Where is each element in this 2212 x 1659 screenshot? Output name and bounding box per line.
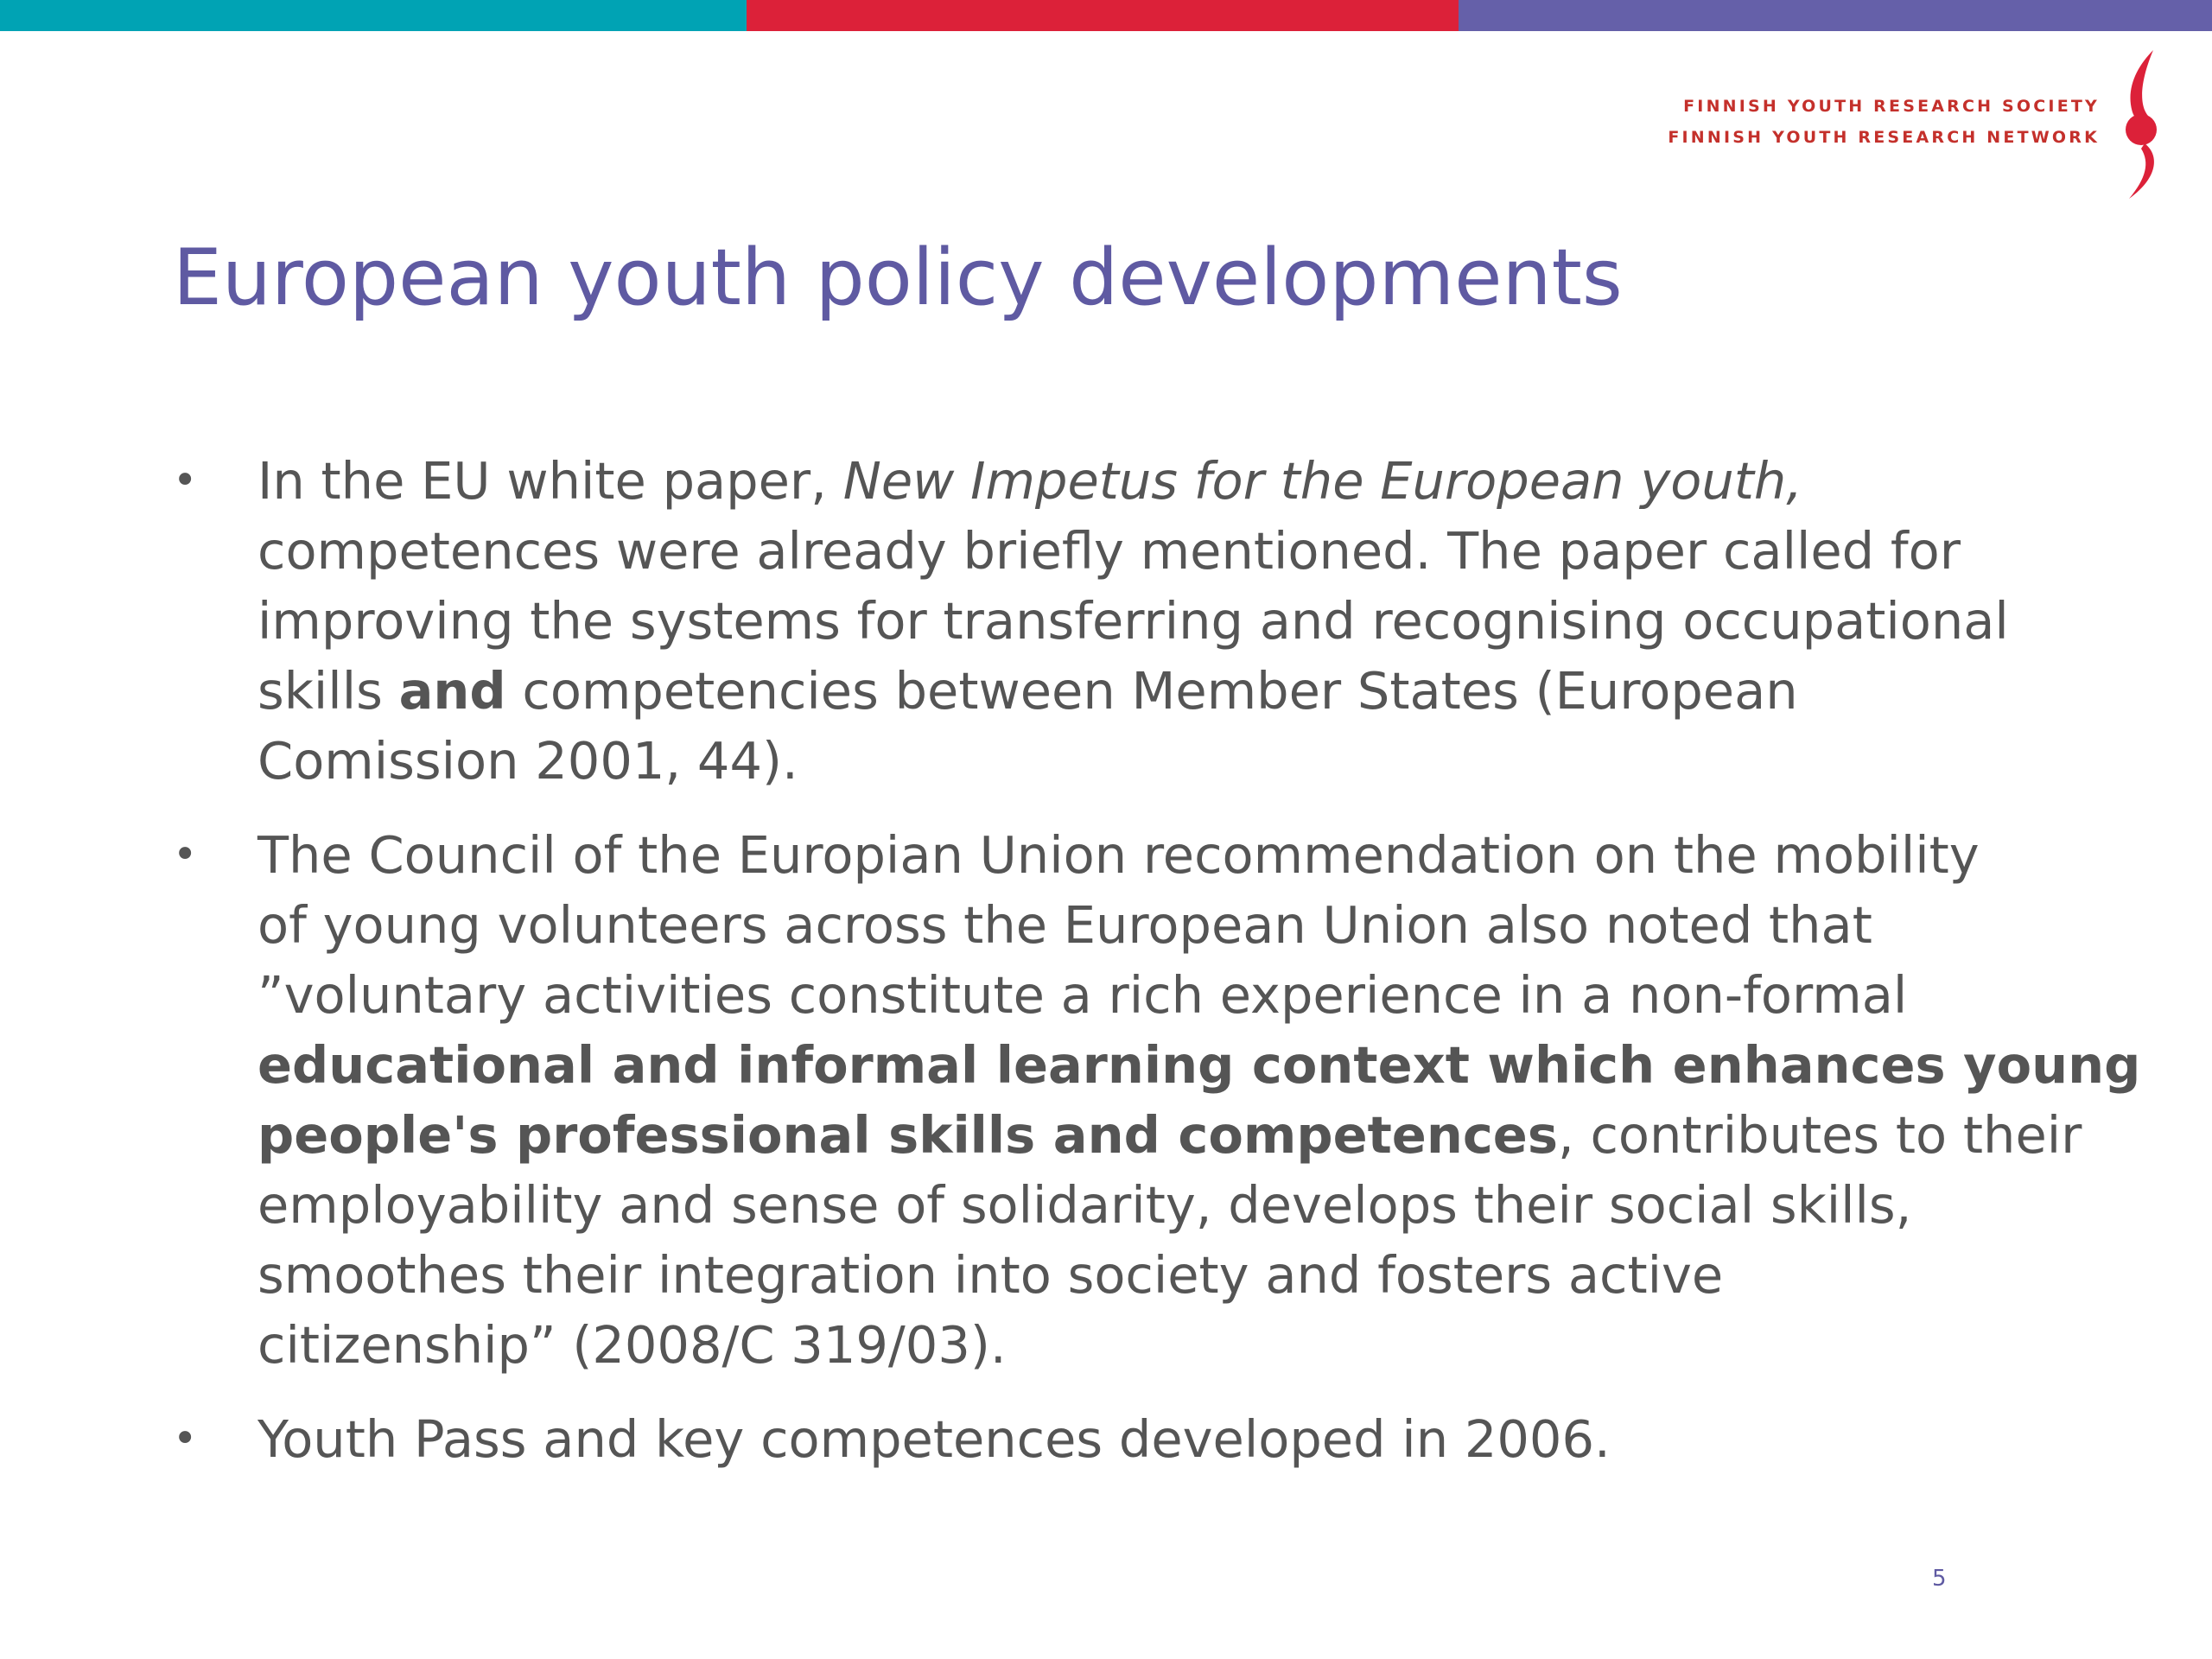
top-bar-purple-segment xyxy=(1459,0,2212,31)
text-line: ”voluntary activities constitute a rich experience in a non-formal xyxy=(257,965,1908,1025)
text-line: Comission 2001, 44). xyxy=(257,731,798,791)
bullet-list xyxy=(173,446,2141,1498)
logo-text xyxy=(1668,91,2100,153)
text-line: skills and competencies between Member States (European xyxy=(257,661,1798,721)
text-line: Youth Pass and key competences developed in 2006. xyxy=(257,1409,1611,1469)
text-line: of young volunteers across the European Union also noted that xyxy=(257,895,1872,955)
organization-logo xyxy=(1668,48,2164,200)
top-bar-teal-segment xyxy=(0,0,747,31)
bullet-dot-icon xyxy=(173,1404,199,1474)
bold-emphasis: people's professional skills and competences xyxy=(257,1105,1558,1165)
text-line: The Council of the Europian Union recommendation on the mobility xyxy=(257,825,1980,885)
text-line: In the EU white paper, New Impetus for the European youth, xyxy=(257,451,1803,511)
bullet-dot-icon xyxy=(173,446,199,516)
text-line: improving the systems for transferring and recognising occupational xyxy=(257,591,2009,651)
top-color-bar xyxy=(0,0,2212,31)
text-line: competences were already briefly mentioned. The paper called for xyxy=(257,521,1961,581)
text-line: people's professional skills and competences, contributes to their xyxy=(257,1105,2082,1165)
logo-line-network: FINNISH YOUTH RESEARCH NETWORK xyxy=(1668,128,2100,147)
bold-emphasis: educational and informal learning context which enhances young xyxy=(257,1035,2141,1095)
top-bar-red-segment xyxy=(747,0,1459,31)
slide-title: European youth policy developments xyxy=(173,232,1623,323)
bullet-dot-icon xyxy=(173,820,199,890)
italic-book-title: New Impetus for the European youth, xyxy=(842,451,1803,511)
logo-mark-upper-stroke xyxy=(2130,50,2153,121)
bullet-item xyxy=(173,820,2141,1380)
text-line: citizenship” (2008/C 319/03). xyxy=(257,1315,1007,1375)
logo-line-society: FINNISH YOUTH RESEARCH SOCIETY xyxy=(1683,97,2100,116)
text-line: employability and sense of solidarity, develops their social skills, xyxy=(257,1175,1912,1235)
logo-mark-lower-stroke xyxy=(2129,143,2154,199)
page-number: 5 xyxy=(1932,1566,1947,1592)
bullet-item xyxy=(173,1404,2056,1474)
bullet-item xyxy=(173,446,2056,796)
text-line: smoothes their integration into society and fosters active xyxy=(257,1245,1724,1305)
finnish-youth-research-mark-icon xyxy=(2119,48,2164,200)
text-line xyxy=(257,1030,2141,1100)
bold-emphasis: and xyxy=(398,661,506,721)
logo-mark-center-dot xyxy=(2126,114,2157,145)
